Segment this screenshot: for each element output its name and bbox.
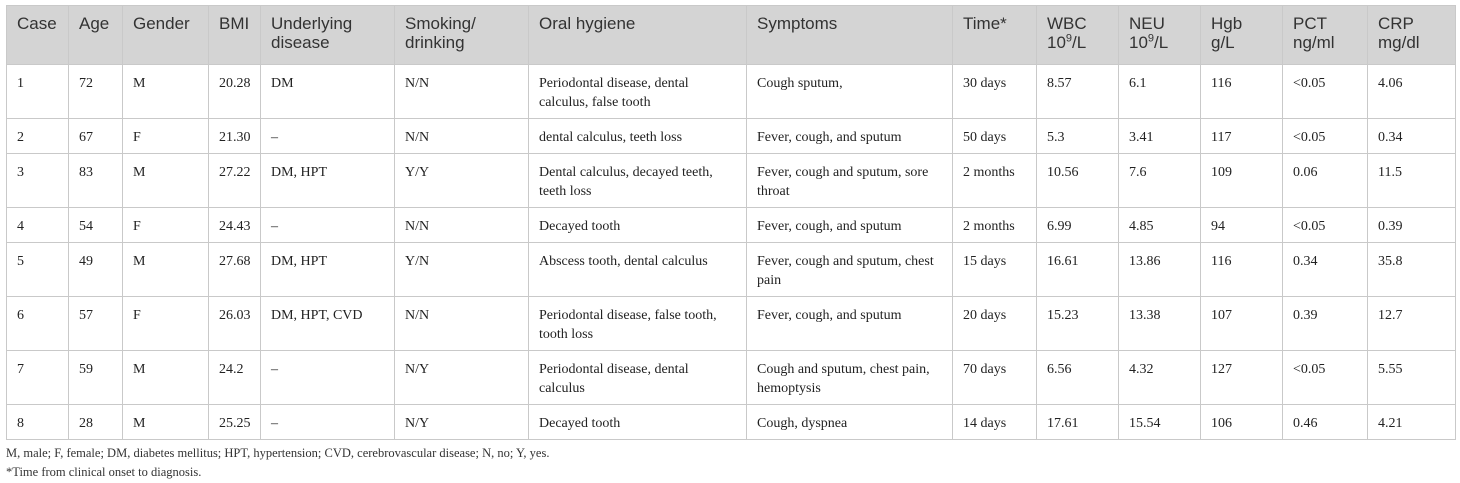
cell-symptoms: Fever, cough and sputum, sore throat <box>747 154 953 208</box>
header-neu-unit: $10^9/L$ <box>1129 32 1169 52</box>
cell-age: 59 <box>69 351 123 405</box>
cell-pct: <0.05 <box>1283 65 1368 119</box>
table-footnotes <box>6 444 549 482</box>
cell-case: 5 <box>7 243 69 297</box>
cell-time: 70 days <box>953 351 1037 405</box>
cell-bmi: 27.22 <box>209 154 261 208</box>
cell-underlying-disease: – <box>261 119 395 154</box>
cell-symptoms: Fever, cough, and sputum <box>747 297 953 351</box>
cell-bmi: 25.25 <box>209 405 261 440</box>
cell-wbc: 10.56 <box>1037 154 1119 208</box>
cell-time: 30 days <box>953 65 1037 119</box>
cell-oral-hygiene: Abscess tooth, dental calculus <box>529 243 747 297</box>
cell-symptoms: Fever, cough, and sputum <box>747 208 953 243</box>
cell-bmi: 21.30 <box>209 119 261 154</box>
cell-underlying-disease: – <box>261 208 395 243</box>
cell-crp: 4.21 <box>1368 405 1456 440</box>
cell-pct: <0.05 <box>1283 119 1368 154</box>
cell-hgb: 94 <box>1201 208 1283 243</box>
cell-age: 57 <box>69 297 123 351</box>
cell-hgb: 107 <box>1201 297 1283 351</box>
header-row <box>7 6 1456 65</box>
cell-oral-hygiene: Decayed tooth <box>529 208 747 243</box>
header-underlying-disease: Underlying disease <box>261 6 395 65</box>
cell-hgb: 116 <box>1201 65 1283 119</box>
cell-wbc: 17.61 <box>1037 405 1119 440</box>
header-neu: NEU $10^9/L$ <box>1119 6 1201 65</box>
table-row <box>7 297 1456 351</box>
cell-gender: M <box>123 154 209 208</box>
cell-gender: F <box>123 119 209 154</box>
header-wbc: WBC $10^9/L$ <box>1037 6 1119 65</box>
cell-gender: F <box>123 297 209 351</box>
cell-age: 83 <box>69 154 123 208</box>
cell-hgb: 116 <box>1201 243 1283 297</box>
cell-pct: 0.34 <box>1283 243 1368 297</box>
cell-oral-hygiene: Periodontal disease, false tooth, tooth loss <box>529 297 747 351</box>
cell-wbc: 6.56 <box>1037 351 1119 405</box>
header-wbc-unit: $10^9/L$ <box>1047 32 1087 52</box>
cell-symptoms: Cough, dyspnea <box>747 405 953 440</box>
cell-neu: 4.85 <box>1119 208 1201 243</box>
header-smoking-drinking: Smoking/ drinking <box>395 6 529 65</box>
cell-crp: 11.5 <box>1368 154 1456 208</box>
cell-bmi: 24.2 <box>209 351 261 405</box>
cell-age: 28 <box>69 405 123 440</box>
cell-case: 3 <box>7 154 69 208</box>
header-time: Time* <box>953 6 1037 65</box>
cell-age: 49 <box>69 243 123 297</box>
cell-underlying-disease: – <box>261 405 395 440</box>
cell-underlying-disease: DM <box>261 65 395 119</box>
cell-case: 2 <box>7 119 69 154</box>
table-row <box>7 208 1456 243</box>
cell-symptoms: Fever, cough and sputum, chest pain <box>747 243 953 297</box>
cell-symptoms: Cough sputum, <box>747 65 953 119</box>
cell-oral-hygiene: Dental calculus, decayed teeth, teeth loss <box>529 154 747 208</box>
cell-underlying-disease: DM, HPT <box>261 154 395 208</box>
cell-crp: 12.7 <box>1368 297 1456 351</box>
cell-hgb: 127 <box>1201 351 1283 405</box>
cell-oral-hygiene: dental calculus, teeth loss <box>529 119 747 154</box>
abbreviations-footnote: M, male; F, female; DM, diabetes mellitus; HPT, hypertension; CVD, cerebrovascular disease; N, no; Y, yes. <box>6 446 550 460</box>
cell-oral-hygiene: Periodontal disease, dental calculus, false tooth <box>529 65 747 119</box>
cell-underlying-disease: DM, HPT, CVD <box>261 297 395 351</box>
cell-case: 7 <box>7 351 69 405</box>
cell-bmi: 24.43 <box>209 208 261 243</box>
clinical-cases-table <box>6 5 1456 440</box>
header-symptoms: Symptoms <box>747 6 953 65</box>
cell-gender: M <box>123 65 209 119</box>
cell-time: 15 days <box>953 243 1037 297</box>
cell-wbc: 5.3 <box>1037 119 1119 154</box>
cell-smoking-drinking: N/N <box>395 208 529 243</box>
cell-bmi: 27.68 <box>209 243 261 297</box>
cell-neu: 13.86 <box>1119 243 1201 297</box>
cell-gender: M <box>123 351 209 405</box>
cell-time: 20 days <box>953 297 1037 351</box>
table-container <box>6 5 1455 440</box>
cell-crp: 0.34 <box>1368 119 1456 154</box>
table-row <box>7 351 1456 405</box>
table-row <box>7 154 1456 208</box>
cell-case: 6 <box>7 297 69 351</box>
cell-crp: 4.06 <box>1368 65 1456 119</box>
cell-gender: F <box>123 208 209 243</box>
table-row <box>7 65 1456 119</box>
cell-pct: <0.05 <box>1283 351 1368 405</box>
header-case: Case <box>7 6 69 65</box>
cell-age: 72 <box>69 65 123 119</box>
cell-oral-hygiene: Periodontal disease, dental calculus <box>529 351 747 405</box>
cell-crp: 0.39 <box>1368 208 1456 243</box>
table-row <box>7 243 1456 297</box>
cell-hgb: 106 <box>1201 405 1283 440</box>
cell-gender: M <box>123 243 209 297</box>
cell-gender: M <box>123 405 209 440</box>
header-pct: PCT ng/ml <box>1283 6 1368 65</box>
cell-smoking-drinking: N/Y <box>395 405 529 440</box>
table-row <box>7 405 1456 440</box>
cell-symptoms: Fever, cough, and sputum <box>747 119 953 154</box>
cell-symptoms: Cough and sputum, chest pain, hemoptysis <box>747 351 953 405</box>
cell-wbc: 8.57 <box>1037 65 1119 119</box>
cell-pct: <0.05 <box>1283 208 1368 243</box>
cell-age: 67 <box>69 119 123 154</box>
cell-case: 4 <box>7 208 69 243</box>
cell-pct: 0.46 <box>1283 405 1368 440</box>
time-footnote: *Time from clinical onset to diagnosis. <box>6 465 202 479</box>
cell-hgb: 117 <box>1201 119 1283 154</box>
cell-oral-hygiene: Decayed tooth <box>529 405 747 440</box>
cell-hgb: 109 <box>1201 154 1283 208</box>
cell-case: 8 <box>7 405 69 440</box>
header-bmi: BMI <box>209 6 261 65</box>
header-gender: Gender <box>123 6 209 65</box>
header-age: Age <box>69 6 123 65</box>
header-hgb: Hgb g/L <box>1201 6 1283 65</box>
header-crp: CRP mg/dl <box>1368 6 1456 65</box>
cell-time: 14 days <box>953 405 1037 440</box>
cell-smoking-drinking: N/Y <box>395 351 529 405</box>
cell-case: 1 <box>7 65 69 119</box>
cell-smoking-drinking: Y/N <box>395 243 529 297</box>
cell-time: 2 months <box>953 208 1037 243</box>
cell-underlying-disease: DM, HPT <box>261 243 395 297</box>
cell-neu: 3.41 <box>1119 119 1201 154</box>
cell-neu: 13.38 <box>1119 297 1201 351</box>
cell-smoking-drinking: N/N <box>395 297 529 351</box>
cell-pct: 0.39 <box>1283 297 1368 351</box>
cell-age: 54 <box>69 208 123 243</box>
cell-neu: 4.32 <box>1119 351 1201 405</box>
cell-crp: 5.55 <box>1368 351 1456 405</box>
cell-wbc: 16.61 <box>1037 243 1119 297</box>
cell-neu: 6.1 <box>1119 65 1201 119</box>
header-oral-hygiene: Oral hygiene <box>529 6 747 65</box>
cell-wbc: 15.23 <box>1037 297 1119 351</box>
cell-time: 50 days <box>953 119 1037 154</box>
cell-wbc: 6.99 <box>1037 208 1119 243</box>
cell-crp: 35.8 <box>1368 243 1456 297</box>
cell-neu: 7.6 <box>1119 154 1201 208</box>
table-row <box>7 119 1456 154</box>
cell-bmi: 20.28 <box>209 65 261 119</box>
cell-smoking-drinking: Y/Y <box>395 154 529 208</box>
cell-neu: 15.54 <box>1119 405 1201 440</box>
cell-bmi: 26.03 <box>209 297 261 351</box>
cell-pct: 0.06 <box>1283 154 1368 208</box>
cell-smoking-drinking: N/N <box>395 65 529 119</box>
cell-time: 2 months <box>953 154 1037 208</box>
cell-smoking-drinking: N/N <box>395 119 529 154</box>
cell-underlying-disease: – <box>261 351 395 405</box>
